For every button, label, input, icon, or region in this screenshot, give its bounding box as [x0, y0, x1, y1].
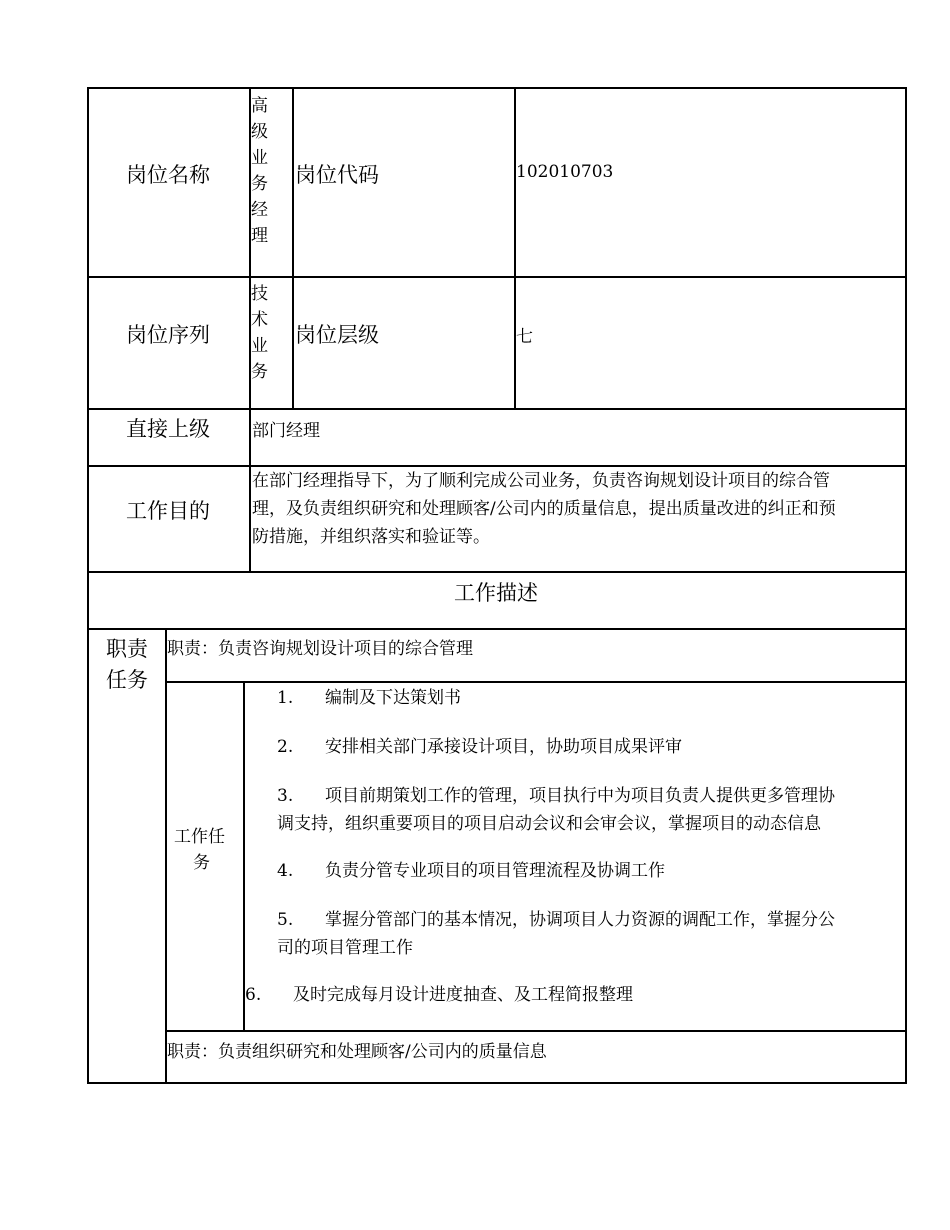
post-name-char: 高 — [251, 96, 268, 116]
post-name-value — [251, 93, 271, 249]
label-duties-line1: 职责 — [106, 637, 148, 661]
work-purpose-line: 防措施，并组织落实和验证等。 — [252, 527, 490, 547]
label-post-sequence: 岗位序列 — [126, 323, 210, 347]
task-number: 3. — [277, 786, 294, 806]
task-number: 4. — [277, 861, 294, 881]
duty1-divider — [165, 681, 907, 683]
value-col-divider — [514, 87, 516, 410]
task-item — [277, 684, 897, 712]
task-number: 6. — [245, 985, 262, 1005]
task-item — [277, 906, 897, 962]
task-text: 掌握分管部门的基本情况，协调项目人力资源的调配工作，掌握分公 — [325, 910, 835, 930]
narrow-col-divider — [292, 87, 294, 410]
post-sequence-char: 术 — [251, 310, 268, 330]
task-item — [245, 981, 895, 1009]
tasks-col-divider — [243, 681, 245, 1032]
direct-superior-value: 部门经理 — [252, 421, 320, 441]
tasks-divider — [165, 1030, 907, 1032]
task-item — [277, 857, 897, 885]
label-work-purpose: 工作目的 — [126, 499, 210, 523]
table-border-right — [905, 87, 907, 1084]
row-divider-1 — [87, 276, 907, 278]
task-text: 安排相关部门承接设计项目，协助项目成果评审 — [325, 737, 682, 757]
duty-1: 职责：负责咨询规划设计项目的综合管理 — [167, 639, 473, 659]
label-duties-line2: 任务 — [106, 668, 148, 692]
post-sequence-char: 技 — [251, 284, 268, 304]
post-name-char: 经 — [251, 200, 268, 220]
table-border-left — [87, 87, 89, 1084]
post-name-char: 业 — [251, 148, 268, 168]
row-divider-2 — [87, 408, 907, 410]
table-border-bottom — [87, 1082, 907, 1084]
label-post-level: 岗位层级 — [295, 323, 379, 347]
duties-col-divider — [165, 628, 167, 1084]
task-text: 项目前期策划工作的管理，项目执行中为项目负责人提供更多管理协 — [325, 786, 835, 806]
post-name-char: 务 — [251, 174, 268, 194]
label-tasks-line1: 工作任 — [174, 827, 225, 847]
task-text: 编制及下达策划书 — [325, 688, 461, 708]
task-number: 2. — [277, 737, 294, 757]
work-purpose-line: 理，及负责组织研究和处理顾客/公司内的质量信息，提出质量改进的纠正和预 — [252, 499, 836, 519]
work-purpose-line: 在部门经理指导下，为了顺利完成公司业务，负责咨询规划设计项目的综合管 — [252, 471, 830, 491]
table-border-top — [87, 87, 907, 89]
label-post-name: 岗位名称 — [126, 163, 210, 187]
work-purpose-text — [252, 467, 902, 551]
row-divider-5 — [87, 628, 907, 630]
post-code-value: 102010703 — [516, 162, 614, 182]
post-level-value: 七 — [516, 327, 533, 347]
task-item — [277, 733, 897, 761]
section-title-work-description: 工作描述 — [454, 581, 538, 605]
post-name-char: 级 — [251, 122, 268, 142]
row-divider-4 — [87, 571, 907, 573]
post-sequence-char: 业 — [251, 336, 268, 356]
label-direct-superior: 直接上级 — [126, 417, 210, 441]
task-text: 负责分管专业项目的项目管理流程及协调工作 — [325, 861, 665, 881]
task-item — [277, 782, 897, 838]
task-text: 调支持，组织重要项目的项目启动会议和会审会议，掌握项目的动态信息 — [277, 814, 821, 834]
label-post-code: 岗位代码 — [295, 163, 379, 187]
task-number: 5. — [277, 910, 294, 930]
duty-2: 职责：负责组织研究和处理顾客/公司内的质量信息 — [167, 1042, 547, 1062]
post-sequence-char: 务 — [251, 362, 268, 382]
post-name-char: 理 — [251, 226, 268, 246]
task-number: 1. — [277, 688, 294, 708]
task-text: 及时完成每月设计进度抽查、及工程简报整理 — [293, 985, 633, 1005]
post-sequence-value — [251, 281, 271, 385]
task-text: 司的项目管理工作 — [277, 938, 413, 958]
label-tasks-line2: 务 — [193, 853, 210, 873]
